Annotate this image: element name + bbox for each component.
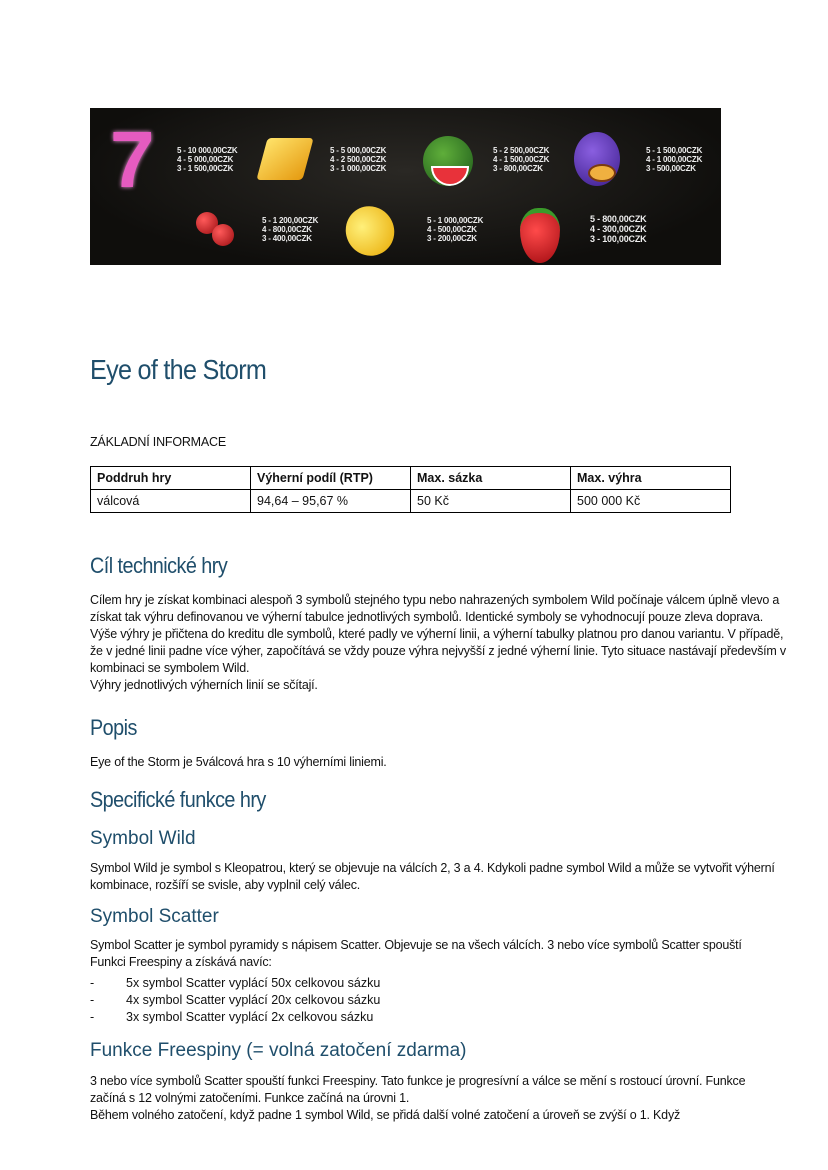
paragraph: Cílem hry je získat kombinaci alespoň 3 symbolů stejného typu nebo nahrazených symbolem Wild počínaje válcem úplně vlevo a získat tak výhru definovanou ve výherní tabulce jednotlivých symbolů. Identické symboly se vyhodnocují pouze zleva doprava. Výše výhry je přičtena do kreditu dle symbolů, které padly ve výherní linii, a výherní tabulky platnou pro danou variantu. V případě, že v jedné linii padne více výher, započítává se vždy pouze výhra nejvyšší z jedné výherní linie. Tyto situace nastávají především v kombinaci se symbolem Wild. [90,593,786,675]
pay-line: 4 - 1 000,00CZK [646,155,703,164]
table-header: Max. výhra [571,467,731,490]
subsection-heading: Funkce Freespiny (= volná zatočení zdarma) [90,1040,467,1061]
pay-line: 5 - 1 500,00CZK [646,146,703,155]
paragraph: Symbol Wild je symbol s Kleopatrou, který se objevuje na válcích 2, 3 a 4. Kdykoli padne symbol Wild a může se vytvořit výherní kombinace, rozšíří se svisle, aby vyplnil celý válec. [90,861,775,892]
pay-line: 5 - 800,00CZK [590,214,647,224]
pay-line: 3 - 800,00CZK [493,164,543,173]
pay-line: 5 - 10 000,00CZK [177,146,238,155]
cherry-icon [212,224,234,246]
table-cell: 500 000 Kč [571,490,731,513]
paytable-image [90,108,721,265]
pay-line: 3 - 1 500,00CZK [177,164,234,173]
paragraph: Výhry jednotlivých výherních linií se sčítají. [90,678,318,692]
gold-bars-icon [256,138,313,180]
strawberry-icon [520,208,560,263]
table-cell: 94,64 – 95,67 % [251,490,411,513]
pay-line: 4 - 2 500,00CZK [330,155,387,164]
pay-line: 3 - 400,00CZK [262,234,312,243]
plum-icon [574,132,620,186]
scatter-payout-list [90,975,380,1026]
pay-line: 3 - 200,00CZK [427,234,477,243]
list-item: - 3x symbol Scatter vyplácí 2x celkovou sázku [90,1009,380,1026]
pay-line: 4 - 300,00CZK [590,224,647,234]
list-item: - 4x symbol Scatter vyplácí 20x celkovou sázku [90,992,380,1009]
pay-line: 5 - 2 500,00CZK [493,146,550,155]
pay-line: 5 - 5 000,00CZK [330,146,387,155]
table-header-row [91,467,731,490]
lemon-icon [337,197,404,264]
table-cell: 50 Kč [411,490,571,513]
pay-line: 3 - 100,00CZK [590,234,647,244]
pay-line: 5 - 1 000,00CZK [427,216,484,225]
page-title: Eye of the Storm [90,354,267,385]
basic-info-table [90,466,731,513]
section-heading: Popis [90,715,137,740]
table-header: Výherní podíl (RTP) [251,467,411,490]
table-header: Max. sázka [411,467,571,490]
pay-line: 4 - 1 500,00CZK [493,155,550,164]
pay-line: 4 - 500,00CZK [427,225,477,234]
pay-line: 3 - 500,00CZK [646,164,696,173]
paragraph: 3 nebo více symbolů Scatter spouští funkci Freespiny. Tato funkce je progresívní a válce se mění s rostoucí úrovní. Funkce začíná s 12 volnými zatočeními. Funkce začíná na úrovni 1. [90,1074,746,1105]
table-row [91,490,731,513]
paragraph: Eye of the Storm je 5válcová hra s 10 výherními liniemi. [90,755,387,769]
seven-symbol-icon: 7 [110,115,155,204]
pay-line: 3 - 1 000,00CZK [330,164,387,173]
pay-line: 4 - 800,00CZK [262,225,312,234]
list-item: - 5x symbol Scatter vyplácí 50x celkovou sázku [90,975,380,992]
watermelon-icon [423,136,473,186]
subsection-heading: Symbol Wild [90,828,196,849]
section-label: ZÁKLADNÍ INFORMACE [90,435,226,449]
paragraph: Během volného zatočení, když padne 1 symbol Wild, se přidá další volné zatočení a úroveň se zvýší o 1. Když [90,1108,681,1122]
pay-line: 5 - 1 200,00CZK [262,216,319,225]
table-cell: válcová [91,490,251,513]
table-header: Poddruh hry [91,467,251,490]
pay-line: 4 - 5 000,00CZK [177,155,234,164]
section-heading: Specifické funkce hry [90,787,266,812]
section-heading: Cíl technické hry [90,553,228,578]
subsection-heading: Symbol Scatter [90,906,219,927]
paragraph: Symbol Scatter je symbol pyramidy s nápisem Scatter. Objevuje se na všech válcích. 3 nebo více symbolů Scatter spouští Funkci Freespiny a získává navíc: [90,938,742,969]
